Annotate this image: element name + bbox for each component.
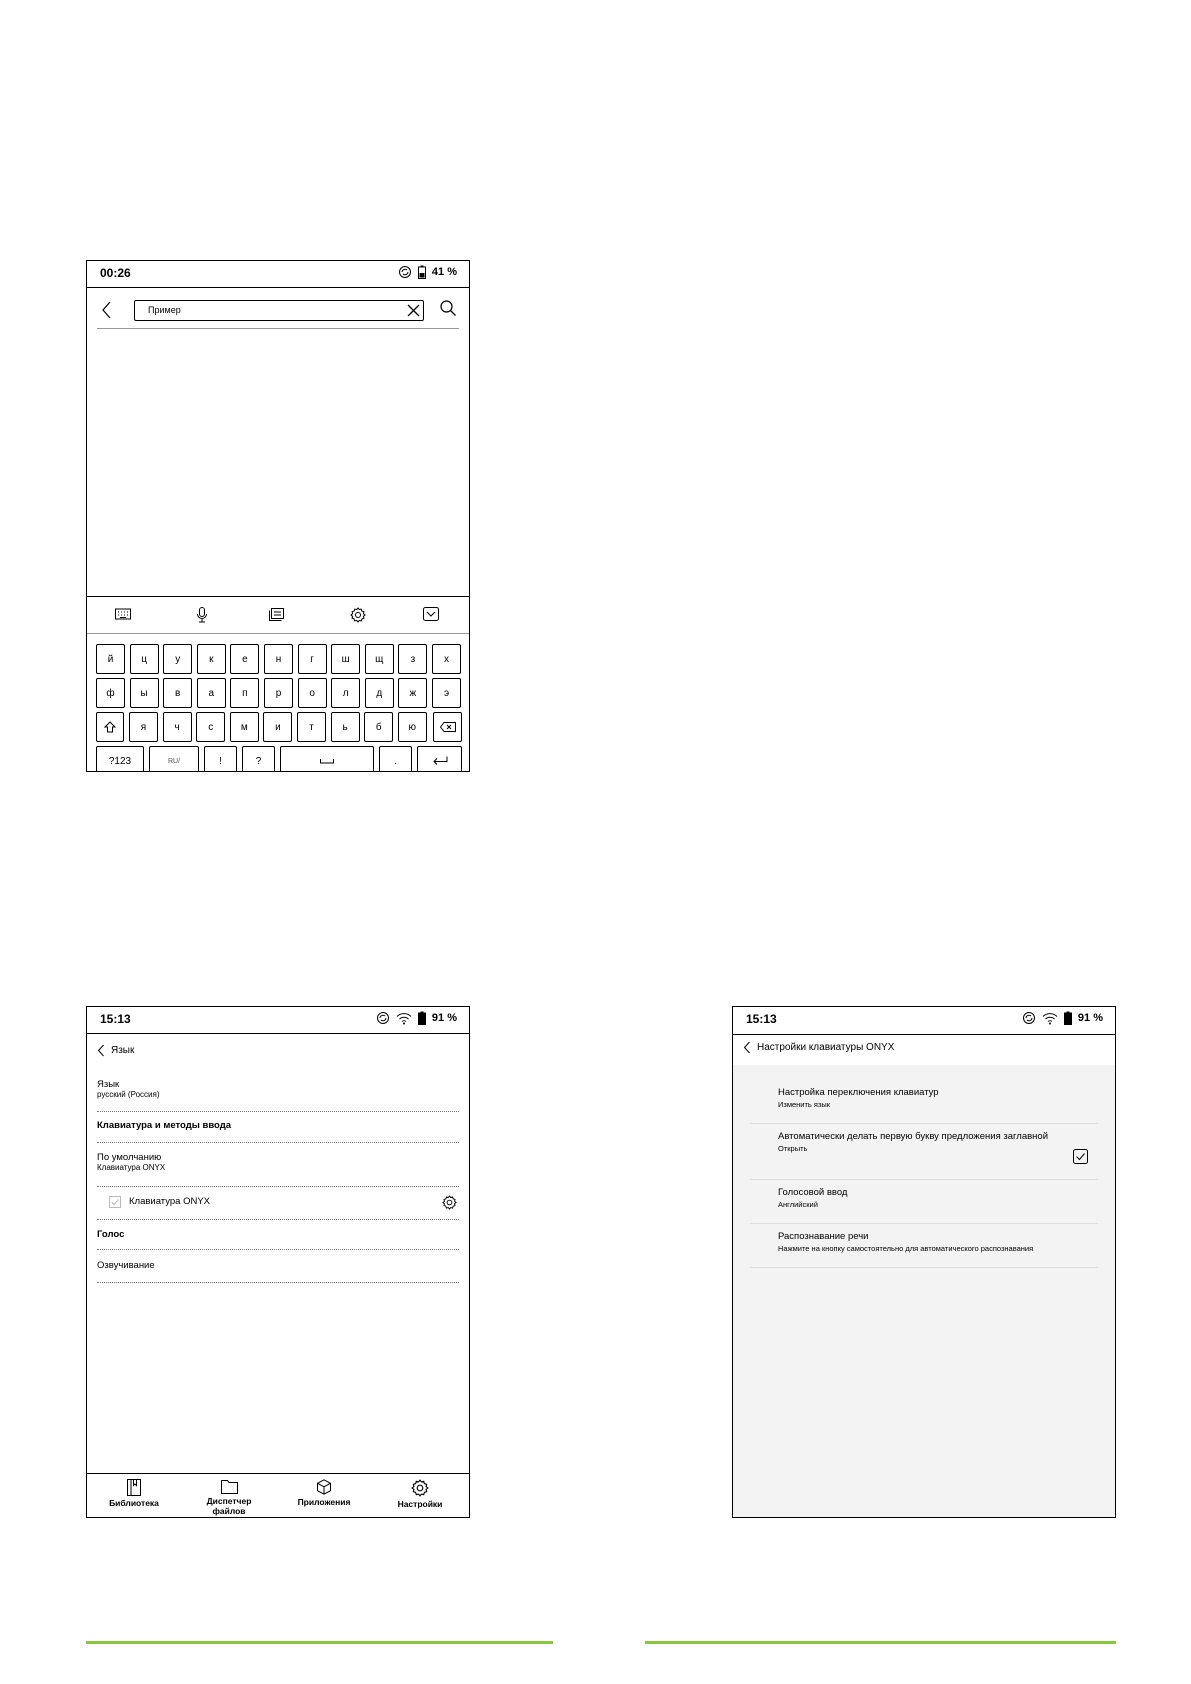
search-icon[interactable] [439,299,457,317]
key-д[interactable]: д [365,678,394,708]
question-key[interactable]: ? [242,746,275,772]
key-ф[interactable]: ф [96,678,125,708]
speech-recognition-item[interactable]: Распознавание речи Нажмите на кнопку самостоятельно для автоматического распознавания [750,1231,1098,1268]
key-т[interactable]: т [297,712,326,742]
key-ш[interactable]: ш [331,644,360,674]
keyboards-section-header: Клавиатура и методы ввода [97,1120,459,1143]
battery-percent: 91 % [431,1012,457,1024]
search-keyboard-screen [86,260,470,772]
microphone-icon[interactable] [196,607,208,623]
bottom-navigation [87,1473,469,1518]
numbers-key[interactable]: ?123 [96,746,144,772]
default-keyboard-item[interactable] [97,1152,459,1187]
hide-keyboard-icon[interactable] [423,607,439,621]
key-щ[interactable]: щ [365,644,394,674]
key-с[interactable]: с [196,712,225,742]
folder-icon [221,1479,238,1494]
status-icons [398,265,457,279]
sync-icon [398,265,412,279]
exclamation-key[interactable]: ! [204,746,237,772]
gear-icon[interactable] [350,607,366,623]
keyboard-row-4 [87,746,469,772]
key-н[interactable]: н [264,644,293,674]
search-field[interactable] [134,300,424,321]
key-у[interactable]: у [163,644,192,674]
key-я[interactable]: я [129,712,158,742]
cube-icon [316,1479,332,1495]
back-arrow-icon[interactable] [101,301,113,319]
voice-section-header: Голос [97,1229,459,1250]
keyboard-row-1 [87,644,469,674]
onyx-keyboard-label: Клавиатура ONYX [129,1196,211,1207]
status-time: 00:26 [100,266,131,280]
checkbox-checked-icon[interactable] [1073,1149,1088,1164]
status-icons [1022,1011,1103,1025]
checkbox-icon[interactable] [109,1196,121,1208]
key-л[interactable]: л [331,678,360,708]
key-х[interactable]: х [432,644,461,674]
key-ы[interactable]: ы [130,678,159,708]
key-к[interactable]: к [197,644,226,674]
nav-apps[interactable]: Приложения [284,1479,364,1507]
status-time: 15:13 [746,1012,777,1026]
tts-item[interactable]: Озвучивание [97,1260,459,1283]
key-а[interactable]: а [197,678,226,708]
nav-file-manager[interactable]: Диспетчер файлов [189,1479,269,1516]
status-bar [87,1007,469,1034]
book-icon [127,1479,141,1496]
keyboard-switch-item[interactable]: Настройка переключения клавиатур Изменить язык [750,1087,1098,1124]
key-о[interactable]: о [298,678,327,708]
default-title: По умолчанию [97,1152,162,1163]
status-bar [733,1007,1115,1033]
battery-icon [418,1011,426,1025]
key-в[interactable]: в [163,678,192,708]
key-е[interactable]: е [230,644,259,674]
key-р[interactable]: р [264,678,293,708]
gear-icon[interactable] [442,1195,457,1210]
key-м[interactable]: м [230,712,259,742]
gear-icon [411,1479,429,1497]
key-ь[interactable]: ь [331,712,360,742]
accent-line-left [86,1641,553,1644]
backspace-key[interactable] [433,712,462,742]
status-bar [87,261,469,288]
sync-icon [376,1011,390,1025]
language-title: Язык [97,1079,120,1090]
clipboard-icon[interactable] [269,607,285,621]
key-ц[interactable]: ц [130,644,159,674]
keyboard-row-2 [87,678,469,708]
voice-input-item[interactable]: Голосовой ввод Английский [750,1187,1098,1224]
key-й[interactable]: й [96,644,125,674]
battery-icon [418,265,426,279]
nav-settings[interactable]: Настройки [380,1479,460,1509]
space-key[interactable] [280,746,374,772]
onyx-keyboard-settings-screen [732,1006,1116,1518]
status-divider [733,1034,1115,1035]
enter-key[interactable] [417,746,462,772]
key-ю[interactable]: ю [398,712,427,742]
keyboard-toolbar [87,596,469,634]
chevron-left-icon [743,1041,751,1054]
accent-line-right [645,1641,1116,1644]
battery-percent: 91 % [1077,1012,1103,1024]
language-item[interactable] [97,1079,459,1112]
key-з[interactable]: з [398,644,427,674]
key-б[interactable]: б [364,712,393,742]
default-value: Клавиатура ONYX [97,1163,166,1172]
chevron-left-icon [97,1044,105,1057]
key-п[interactable]: п [230,678,259,708]
nav-library[interactable]: Библиотека [94,1479,174,1508]
back-button[interactable] [743,1041,894,1054]
search-divider [97,328,459,329]
keyboard-icon[interactable] [115,607,131,621]
period-key[interactable]: . [379,746,412,772]
status-time: 15:13 [100,1012,131,1026]
keyboard-row-3 [87,712,469,742]
settings-panel [733,1065,1115,1517]
wifi-icon [396,1012,412,1025]
page-title: Настройки клавиатуры ONYX [757,1042,895,1053]
battery-percent: 41 % [431,266,457,278]
onyx-keyboard-item[interactable] [97,1193,459,1220]
key-ч[interactable]: ч [163,712,192,742]
status-icons [376,1011,457,1025]
language-value: русский (Россия) [97,1090,160,1099]
shift-key[interactable] [96,712,124,742]
key-э[interactable]: э [432,678,461,708]
language-settings-screen [86,1006,470,1518]
sync-icon [1022,1011,1036,1025]
page-title: Язык [111,1045,135,1056]
search-input[interactable] [148,305,388,315]
auto-capitalize-item[interactable]: Автоматически делать первую букву предложения заглавной Открыть [750,1131,1098,1180]
key-ж[interactable]: ж [398,678,427,708]
back-button[interactable] [97,1044,134,1057]
language-switch-key[interactable]: RU/ [149,746,199,772]
battery-icon [1064,1011,1072,1025]
clear-icon[interactable] [406,303,421,318]
key-и[interactable]: и [263,712,292,742]
wifi-icon [1042,1012,1058,1025]
key-г[interactable]: г [298,644,327,674]
